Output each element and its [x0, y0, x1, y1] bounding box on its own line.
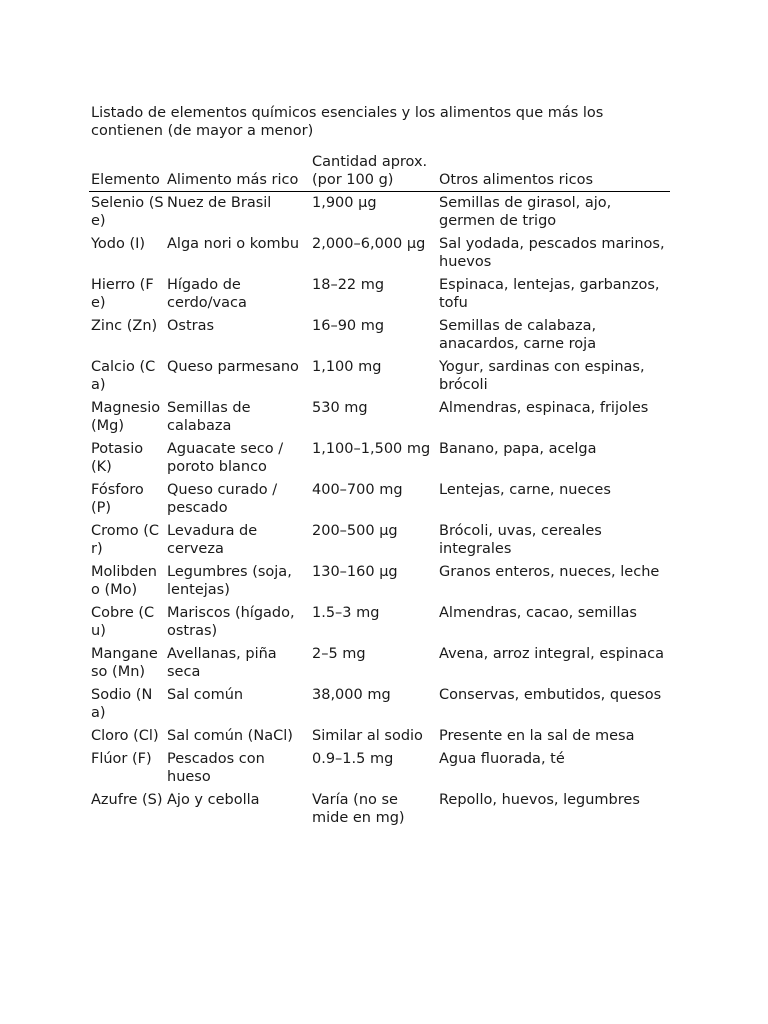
cell-other-foods: Semillas de girasol, ajo, germen de trigo	[439, 195, 612, 229]
cell-element: Potasio (K)	[91, 441, 144, 475]
cell-other-foods: Almendras, cacao, semillas	[439, 605, 637, 621]
cell-other-foods: Sal yodada, pescados marinos, huevos	[439, 236, 665, 270]
table-body	[89, 192, 670, 833]
cell-other-foods: Repollo, huevos, legumbres	[439, 792, 640, 808]
cell-richest-food: Alga nori o kombu	[167, 236, 300, 252]
table-row	[89, 317, 670, 358]
cell-richest-food: Aguacate seco / poroto blanco	[167, 441, 284, 475]
cell-amount: 1,900 µg	[312, 195, 377, 211]
table-row	[89, 604, 670, 645]
cell-element: Magnesio (Mg)	[91, 400, 161, 434]
cell-element: Flúor (F)	[91, 751, 152, 767]
cell-element: Zinc (Zn)	[91, 318, 158, 334]
document-title: Listado de elementos químicos esenciales y los alimentos que más los contienen (de mayor a menor)	[91, 105, 604, 139]
cell-other-foods: Yogur, sardinas con espinas, brócoli	[439, 359, 645, 393]
table-row	[89, 399, 670, 440]
cell-amount: Varía (no se mide en mg)	[312, 792, 405, 826]
cell-element: Cloro (Cl)	[91, 728, 159, 744]
cell-other-foods: Avena, arroz integral, espinaca	[439, 646, 664, 662]
header-row	[89, 153, 670, 192]
cell-other-foods: Agua fluorada, té	[439, 751, 565, 767]
table-row	[89, 522, 670, 563]
header-richest-food: Alimento más rico	[165, 153, 310, 192]
cell-richest-food: Sal común (NaCl)	[167, 728, 293, 744]
cell-amount: 1.5–3 mg	[312, 605, 380, 621]
header-amount: Cantidad aprox. (por 100 g)	[310, 153, 437, 192]
cell-richest-food: Ostras	[167, 318, 215, 334]
cell-other-foods: Brócoli, uvas, cereales integrales	[439, 523, 602, 557]
table-row	[89, 791, 670, 832]
table-row	[89, 440, 670, 481]
cell-amount: 200–500 µg	[312, 523, 398, 539]
cell-richest-food: Levadura de cerveza	[167, 523, 258, 557]
table-row	[89, 358, 670, 399]
cell-amount: Similar al sodio	[312, 728, 423, 744]
table-row	[89, 750, 670, 791]
cell-other-foods: Espinaca, lentejas, garbanzos, tofu	[439, 277, 660, 311]
cell-other-foods: Conservas, embutidos, quesos	[439, 687, 662, 703]
table-row	[89, 645, 670, 686]
elements-table	[89, 153, 670, 832]
cell-richest-food: Mariscos (hígado, ostras)	[167, 605, 295, 639]
cell-richest-food: Ajo y cebolla	[167, 792, 260, 808]
cell-amount: 38,000 mg	[312, 687, 391, 703]
cell-richest-food: Sal común	[167, 687, 244, 703]
table-row	[89, 235, 670, 276]
cell-richest-food: Nuez de Brasil	[167, 195, 272, 211]
cell-element: Yodo (I)	[91, 236, 146, 252]
cell-richest-food: Queso parmesano	[167, 359, 299, 375]
table-row	[89, 727, 670, 750]
cell-element: Calcio (Ca)	[91, 359, 156, 393]
cell-richest-food: Queso curado / pescado	[167, 482, 278, 516]
cell-element: Cobre (Cu)	[91, 605, 155, 639]
cell-element: Hierro (Fe)	[91, 277, 154, 311]
cell-amount: 400–700 mg	[312, 482, 403, 498]
cell-amount: 530 mg	[312, 400, 368, 416]
cell-richest-food: Avellanas, piña seca	[167, 646, 277, 680]
cell-amount: 130–160 µg	[312, 564, 398, 580]
table-row	[89, 276, 670, 317]
cell-amount: 16–90 mg	[312, 318, 385, 334]
cell-other-foods: Granos enteros, nueces, leche	[439, 564, 660, 580]
cell-amount: 0.9–1.5 mg	[312, 751, 394, 767]
cell-richest-food: Hígado de cerdo/vaca	[167, 277, 247, 311]
cell-element: Fósforo (P)	[91, 482, 144, 516]
table-row	[89, 192, 670, 236]
cell-other-foods: Presente en la sal de mesa	[439, 728, 635, 744]
table-header	[89, 153, 670, 192]
header-element: Elemento	[89, 153, 165, 192]
cell-element: Manganeso (Mn)	[91, 646, 158, 680]
header-other-foods: Otros alimentos ricos	[437, 153, 670, 192]
cell-element: Molibdeno (Mo)	[91, 564, 157, 598]
cell-amount: 2–5 mg	[312, 646, 366, 662]
cell-amount: 1,100–1,500 mg	[312, 441, 431, 457]
cell-other-foods: Semillas de calabaza, anacardos, carne roja	[439, 318, 597, 352]
cell-richest-food: Legumbres (soja, lentejas)	[167, 564, 292, 598]
cell-other-foods: Almendras, espinaca, frijoles	[439, 400, 649, 416]
cell-richest-food: Semillas de calabaza	[167, 400, 251, 434]
cell-amount: 1,100 mg	[312, 359, 382, 375]
cell-richest-food: Pescados con hueso	[167, 751, 265, 785]
cell-other-foods: Banano, papa, acelga	[439, 441, 597, 457]
cell-element: Azufre (S)	[91, 792, 163, 808]
cell-element: Sodio (Na)	[91, 687, 153, 721]
cell-element: Cromo (Cr)	[91, 523, 160, 557]
cell-other-foods: Lentejas, carne, nueces	[439, 482, 611, 498]
table-row	[89, 481, 670, 522]
cell-amount: 18–22 mg	[312, 277, 385, 293]
cell-amount: 2,000–6,000 µg	[312, 236, 426, 252]
cell-element: Selenio (Se)	[91, 195, 164, 229]
table-row	[89, 563, 670, 604]
table-row	[89, 686, 670, 727]
